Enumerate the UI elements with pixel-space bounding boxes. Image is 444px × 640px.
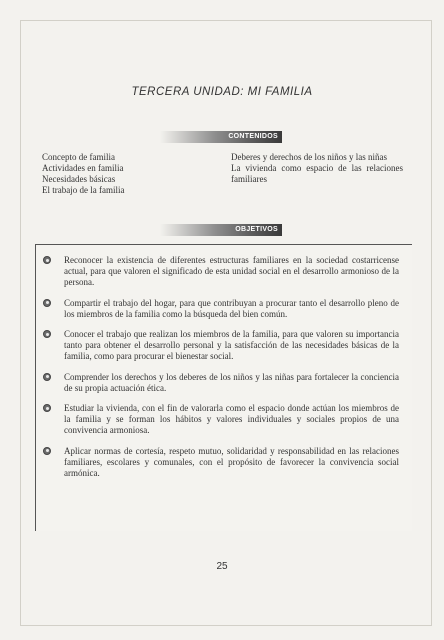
contenidos-left-column — [42, 152, 217, 196]
contenidos-banner — [160, 131, 282, 143]
contenido-item: Concepto de familia — [42, 152, 115, 162]
objetivo-text: Comprender los derechos y los deberes de los niños y las niñas para fortalecer la conciencia de su propia actuación ética. — [64, 371, 399, 393]
objetivos-list — [37, 255, 399, 488]
bullet-icon — [43, 330, 51, 338]
objetivo-text: Conocer el trabajo que realizan los miembros de la familia, para que valoren su importancia tanto para obtener el desarrollo personal y la satisfacción de las necesidades básicas de la familia, como para procurar el bienestar social. — [64, 329, 399, 361]
bullet-icon — [43, 404, 51, 412]
objetivo-item — [37, 329, 399, 362]
contenido-item: Deberes y derechos de los niños y las niñas — [231, 152, 387, 162]
objetivo-text: Estudiar la vivienda, con el fin de valorarla como el espacio donde actúan los miembros de la familia y se forman los hábitos y valores individuales y sociales propios de una convivencia armoniosa. — [64, 403, 399, 435]
bullet-icon — [43, 256, 51, 264]
objetivo-item — [37, 446, 399, 479]
objetivo-item — [37, 403, 399, 436]
contenido-item: Necesidades básicas — [42, 174, 116, 184]
contenidos-right-column — [231, 152, 403, 185]
objetivos-label: OBJETIVOS — [235, 226, 278, 233]
contenidos-label: CONTENIDOS — [228, 133, 278, 140]
page-number: 25 — [216, 561, 228, 572]
objetivo-item — [37, 255, 399, 288]
objetivo-item — [37, 372, 399, 394]
contenido-item: La vivienda como espacio de las relaciones familiares — [231, 163, 403, 184]
bullet-icon — [43, 373, 51, 381]
bullet-icon — [43, 447, 51, 455]
unit-title: TERCERA UNIDAD: MI FAMILIA — [131, 86, 313, 98]
objetivo-text: Aplicar normas de cortesía, respeto mutuo, solidaridad y responsabilidad en las relaciones familiares, escolares y comunales, con el propósito de favorecer la convivencia social armónica. — [64, 445, 399, 478]
contenido-item: El trabajo de la familia — [42, 185, 125, 195]
bullet-icon — [43, 299, 51, 307]
objetivo-text: Compartir el trabajo del hogar, para que contribuyan a procurar tanto el desarrollo pleno de los miembros de la familia como la búsqueda del bien común. — [64, 297, 399, 319]
contenido-item: Actividades en familia — [42, 163, 124, 173]
objetivo-item — [37, 298, 399, 320]
objetivos-banner — [160, 224, 282, 236]
objetivo-text: Reconocer la existencia de diferentes estructuras familiares en la sociedad costarricense actual, para que valoren el significado de esta unidad social en el desarrollo armonioso de la persona. — [64, 255, 399, 287]
